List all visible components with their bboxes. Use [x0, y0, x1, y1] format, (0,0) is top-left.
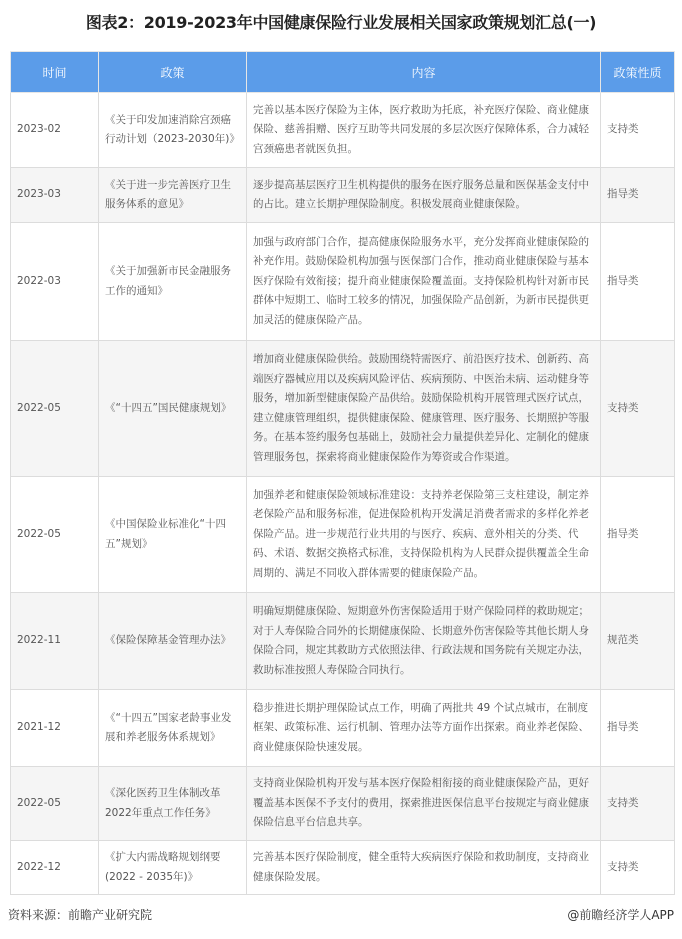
- cell-time: 2023-02: [11, 93, 99, 168]
- cell-content: 加强养老和健康保险领域标准建设：支持养老保险第三支柱建设，制定养老保险产品和服务标准，促进保险机构开发满足消费者需求的多样化养老保险产品。进一步规范行业共用的与医疗、疾病、意外相关的分类、代码、术语、数据交换格式标准，支持保险机构为人民群众提供覆盖全生命周期的、满足不同收入群体需要的健康保险产品。: [247, 477, 601, 593]
- cell-nature: 支持类: [601, 93, 675, 168]
- cell-time: 2022-03: [11, 223, 99, 341]
- cell-time: 2022-05: [11, 341, 99, 477]
- cell-content: 明确短期健康保险、短期意外伤害保险适用于财产保险同样的救助规定；对于人寿保险合同外的长期健康保险、长期意外伤害保险等其他长期人身保险合同，规定其救助方式依照法律、行政法规和国务院有关规定办法，救助标准按照人寿保险合同执行。: [247, 593, 601, 690]
- cell-policy: 《关于印发加速消除宫颈癌行动计划（2023-2030年)》: [99, 93, 247, 168]
- cell-policy: 《“十四五”国家老龄事业发展和养老服务体系规划》: [99, 690, 247, 767]
- cell-time: 2022-12: [11, 841, 99, 895]
- table-row: [11, 767, 675, 841]
- cell-content: 逐步提高基层医疗卫生机构提供的服务在医疗服务总量和医保基金支付中的占比。建立长期护理保险制度。积极发展商业健康保险。: [247, 168, 601, 223]
- page-title: 图表2：2019-2023年中国健康保险行业发展相关国家政策规划汇总(一): [85, 13, 597, 32]
- table-row: [11, 223, 675, 341]
- cell-content: 稳步推进长期护理保险试点工作，明确了两批共 49 个试点城市，在制度框架、政策标准、运行机制、管理办法等方面作出探索。商业养老保险、商业健康保险快速发展。: [247, 690, 601, 767]
- header-nature: 政策性质: [601, 52, 675, 93]
- footer: [8, 906, 674, 923]
- table-row: [11, 341, 675, 477]
- cell-nature: 指导类: [601, 168, 675, 223]
- cell-policy: 《中国保险业标准化“十四五”规划》: [99, 477, 247, 593]
- cell-policy: 《深化医药卫生体制改革2022年重点工作任务》: [99, 767, 247, 841]
- cell-nature: 支持类: [601, 341, 675, 477]
- source-note: 资料来源：前瞻产业研究院: [8, 908, 153, 922]
- cell-nature: 支持类: [601, 767, 675, 841]
- credit: @前瞻经济学人APP: [567, 908, 674, 922]
- cell-policy: 《关于进一步完善医疗卫生服务体系的意见》: [99, 168, 247, 223]
- cell-policy: 《“十四五”国民健康规划》: [99, 341, 247, 477]
- table-row: [11, 841, 675, 895]
- table-header-row: [11, 52, 675, 93]
- header-policy: 政策: [99, 52, 247, 93]
- table-row: [11, 593, 675, 690]
- cell-nature: 指导类: [601, 690, 675, 767]
- cell-content: 完善以基本医疗保险为主体，医疗救助为托底，补充医疗保险、商业健康保险、慈善捐赠、医疗互助等共同发展的多层次医疗保障体系，合力减轻宫颈癌患者就医负担。: [247, 93, 601, 168]
- cell-time: 2022-05: [11, 477, 99, 593]
- cell-nature: 指导类: [601, 477, 675, 593]
- table-row: [11, 168, 675, 223]
- cell-policy: 《关于加强新市民金融服务工作的通知》: [99, 223, 247, 341]
- header-time: 时间: [11, 52, 99, 93]
- cell-nature: 规范类: [601, 593, 675, 690]
- cell-content: 增加商业健康保险供给。鼓励围绕特需医疗、前沿医疗技术、创新药、高端医疗器械应用以及疾病风险评估、疾病预防、中医治未病、运动健身等服务，增加新型健康保险产品供给。鼓励保险机构开展管理式医疗试点，建立健康管理组织，提供健康保险、健康管理、医疗服务、长期照护等服务。在基本签约服务包基础上，鼓励社会力量提供差异化、定制化的健康管理服务包，探索将商业健康保险作为筹资或合作渠道。: [247, 341, 601, 477]
- cell-policy: 《扩大内需战略规划纲要(2022 - 2035年)》: [99, 841, 247, 895]
- table-row: [11, 93, 675, 168]
- cell-time: 2021-12: [11, 690, 99, 767]
- cell-time: 2023-03: [11, 168, 99, 223]
- table-row: [11, 477, 675, 593]
- cell-content: 加强与政府部门合作，提高健康保险服务水平，充分发挥商业健康保险的补充作用。鼓励保险机构加强与医保部门合作，推动商业健康保险与基本医疗保险有效衔接；提升商业健康保险覆盖面。支持保险机构针对新市民群体中短期工、临时工较多的情况，加强保险产品创新，为新市民提供更加灵活的健康保险产品。: [247, 223, 601, 341]
- header-content: 内容: [247, 52, 601, 93]
- cell-policy: 《保险保障基金管理办法》: [99, 593, 247, 690]
- cell-nature: 指导类: [601, 223, 675, 341]
- policy-table: [10, 51, 675, 895]
- cell-nature: 支持类: [601, 841, 675, 895]
- cell-time: 2022-11: [11, 593, 99, 690]
- cell-time: 2022-05: [11, 767, 99, 841]
- table-row: [11, 690, 675, 767]
- cell-content: 支持商业保险机构开发与基本医疗保险相衔接的商业健康保险产品，更好覆盖基本医保不予支付的费用，探索推进医保信息平台按规定与商业健康保险信息平台信息共享。: [247, 767, 601, 841]
- cell-content: 完善基本医疗保险制度，健全重特大疾病医疗保险和救助制度，支持商业健康保险发展。: [247, 841, 601, 895]
